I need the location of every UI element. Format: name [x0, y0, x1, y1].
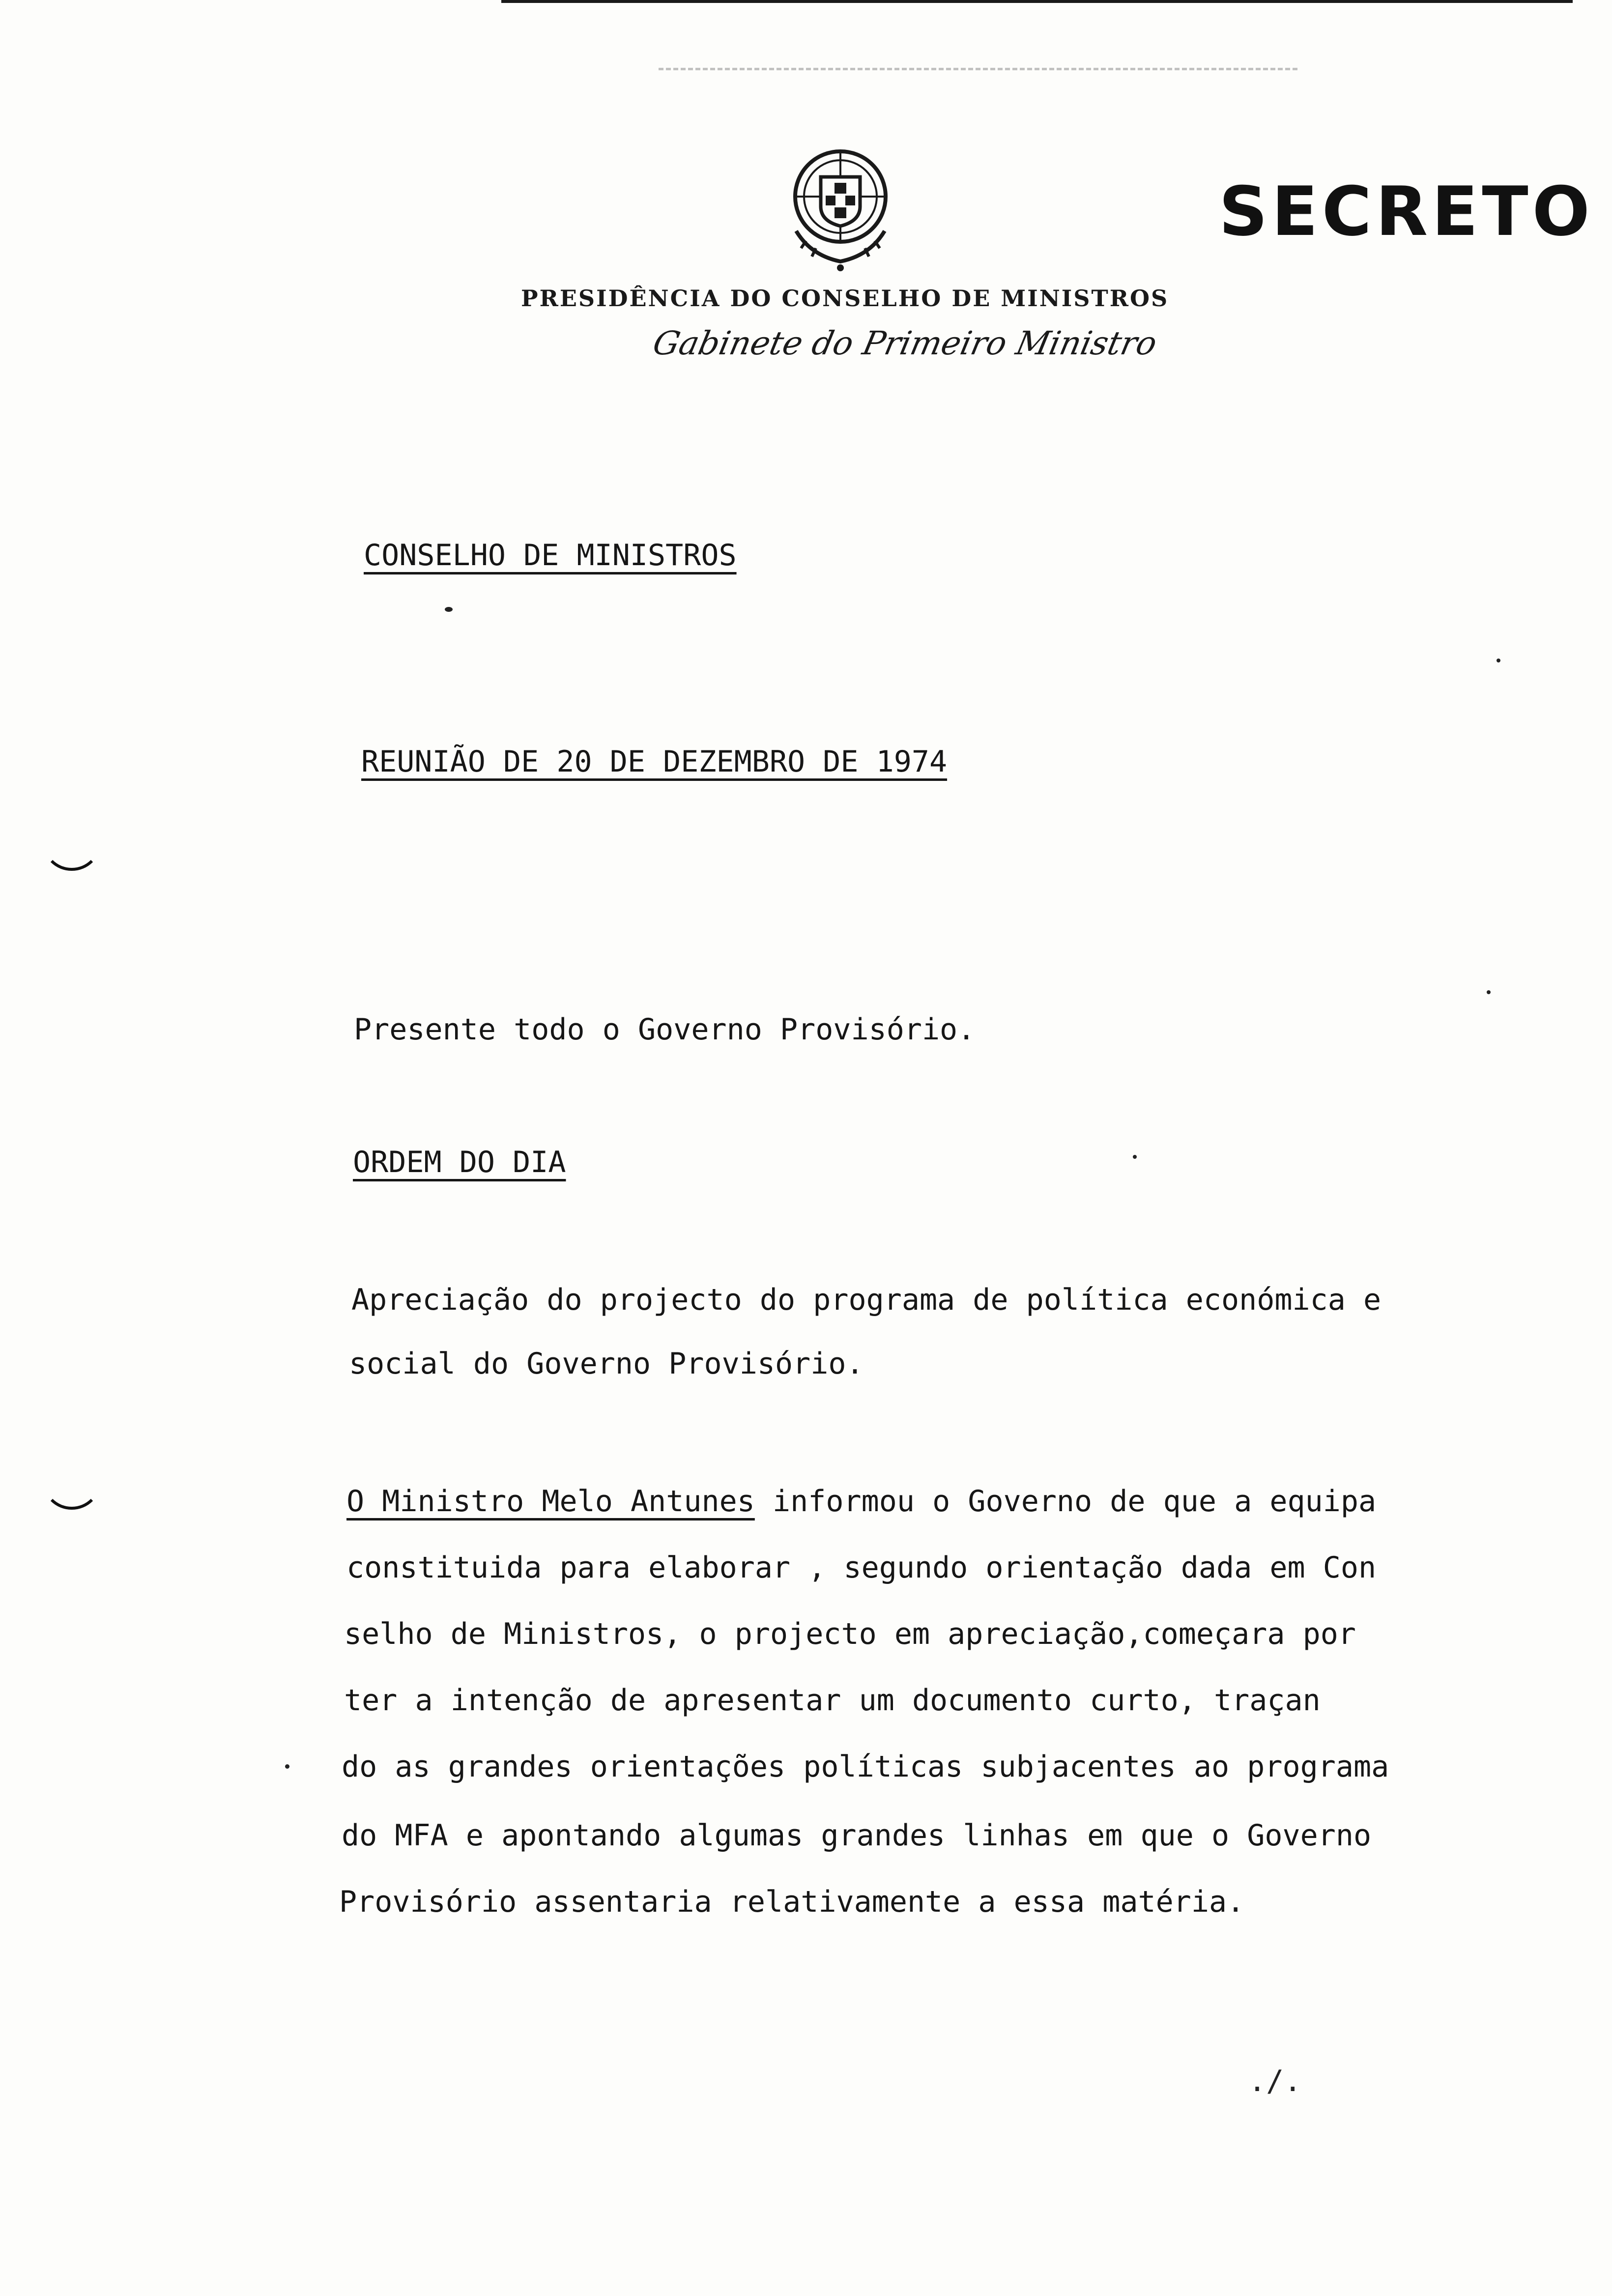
- body-line: selho de Ministros, o projecto em apreciação,começara por: [344, 1617, 1356, 1651]
- speaker-name: O Ministro Melo Antunes: [346, 1484, 755, 1519]
- coat-of-arms-emblem: [781, 147, 899, 275]
- binding-hole-mark: [42, 1450, 102, 1510]
- meeting-title: REUNIÃO DE 20 DE DEZEMBRO DE 1974: [361, 745, 948, 779]
- agenda-line: Apreciação do projecto do programa de política económica e: [351, 1283, 1382, 1317]
- office-signature-line: Gabinete do Primeiro Ministro: [649, 324, 1160, 362]
- body-line: constituida para elaborar , segundo orientação dada em Con: [346, 1550, 1377, 1585]
- top-edge-rule: [501, 0, 1573, 3]
- classification-stamp: SECRETO: [1219, 172, 1594, 251]
- heading-council: CONSELHO DE MINISTROS: [364, 538, 737, 573]
- scan-speck: [1487, 990, 1491, 994]
- continuation-mark: ./.: [1248, 2064, 1302, 2098]
- body-line: do as grandes orientações políticas subjacentes ao programa: [342, 1750, 1389, 1784]
- scan-speck: [1497, 659, 1500, 662]
- attendance-note: Presente todo o Governo Provisório.: [354, 1012, 976, 1047]
- scan-speck: [445, 607, 453, 612]
- body-line: do MFA e apontando algumas grandes linhas em que o Governo: [342, 1818, 1372, 1853]
- top-dashed-rule: [659, 68, 1297, 70]
- body-line: [346, 1484, 1377, 1519]
- binding-hole-mark: [42, 811, 102, 871]
- agenda-heading: ORDEM DO DIA: [353, 1145, 566, 1179]
- scan-speck: [285, 1764, 289, 1769]
- agenda-line: social do Governo Provisório.: [349, 1347, 864, 1381]
- institution-header: PRESIDÊNCIA DO CONSELHO DE MINISTROS: [521, 285, 1169, 312]
- body-line-text: informou o Governo de que a equipa: [754, 1484, 1377, 1519]
- body-line: Provisório assentaria relativamente a essa matéria.: [339, 1885, 1245, 1919]
- body-line: ter a intenção de apresentar um documento curto, traçan: [344, 1683, 1321, 1718]
- scan-speck: [1133, 1155, 1137, 1159]
